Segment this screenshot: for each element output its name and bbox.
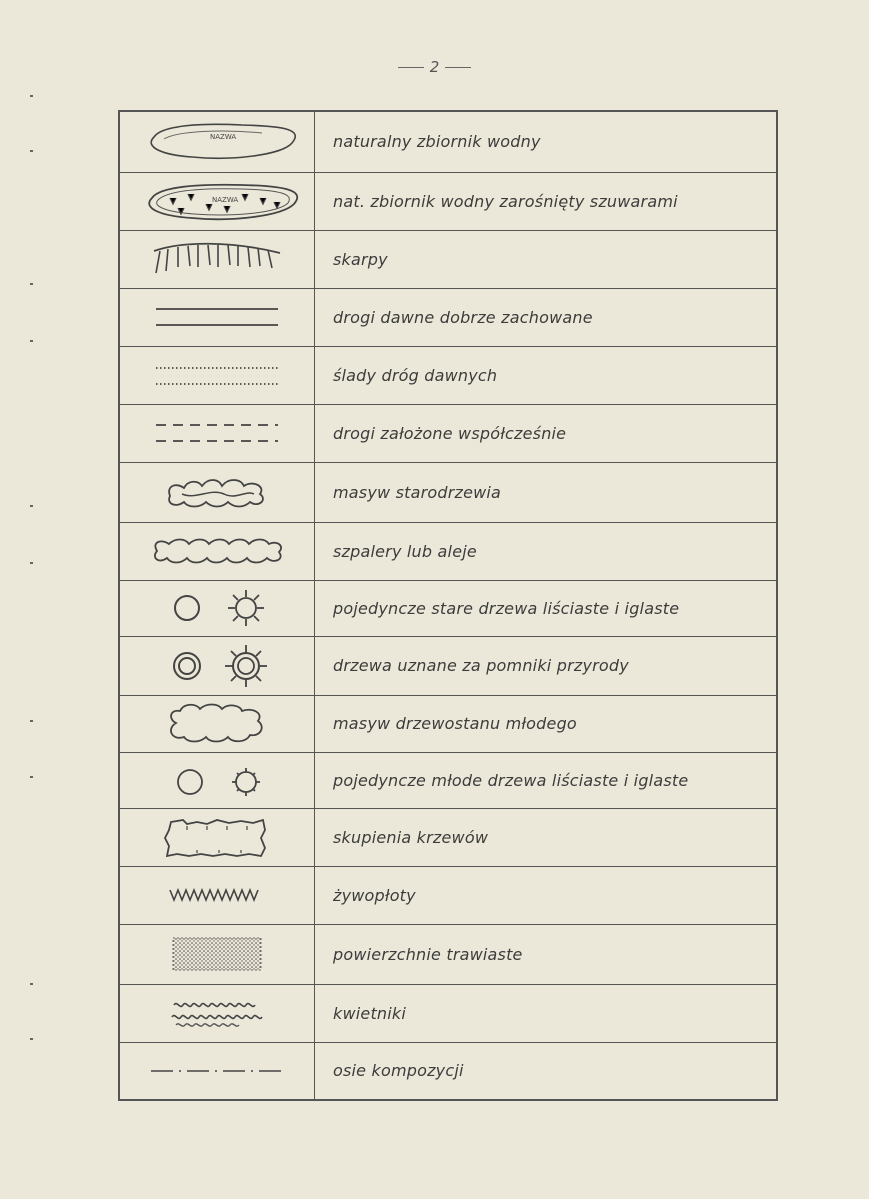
legend-row [119,636,777,695]
legend-row [119,522,777,580]
symbol-cell [119,924,315,984]
flowerbed-icon [162,995,272,1031]
symbol-cell [119,404,315,462]
legend-label: żywopłoty [315,866,778,924]
symbol-cell [119,580,315,636]
symbol-cell [119,984,315,1042]
legend-row [119,111,777,172]
legend-label: powierzchnie trawiaste [315,924,778,984]
symbol-cell [119,636,315,695]
shrub-cluster-icon [157,814,277,860]
water-body-icon [132,117,302,167]
legend-label: pojedyncze stare drzewa liściaste i iglaste [315,580,778,636]
old-tree-mass-icon [162,474,272,510]
legend-label: ślady dróg dawnych [315,346,778,404]
legend-row [119,288,777,346]
legend-row [119,924,777,984]
svg-text:NAZWA: NAZWA [212,196,239,204]
double-dashed-line-icon [152,418,282,448]
reed-water-body-icon [132,176,302,226]
legend-row [119,1042,777,1100]
legend-row [119,752,777,808]
legend-row [119,230,777,288]
svg-text:NAZWA: NAZWA [210,132,237,141]
symbol-cell [119,462,315,522]
legend-label: skarpy [315,230,778,288]
legend-label: masyw starodrzewia [315,462,778,522]
legend-label: masyw drzewostanu młodego [315,695,778,752]
margin-mark [30,562,33,564]
legend-row [119,462,777,522]
symbol-cell [119,346,315,404]
young-stand-icon [162,701,272,747]
symbol-cell [119,1042,315,1100]
legend-row [119,866,777,924]
legend-row [119,404,777,462]
margin-mark [30,983,33,985]
symbol-cell [119,866,315,924]
page-number: 2 [0,58,869,76]
symbol-cell [119,230,315,288]
margin-mark [30,340,33,342]
symbol-cell [119,695,315,752]
legend-label: naturalny zbiornik wodny [315,111,778,172]
double-solid-line-icon [152,302,282,332]
margin-mark [30,776,33,778]
symbol-cell [119,522,315,580]
single-young-trees-icon [152,757,282,803]
legend-label: osie kompozycji [315,1042,778,1100]
legend-label: szpalery lub aleje [315,522,778,580]
margin-mark [30,505,33,507]
legend-label: drogi dawne dobrze zachowane [315,288,778,346]
legend-row [119,984,777,1042]
legend-row [119,580,777,636]
escarpment-icon [142,237,292,281]
margin-mark [30,720,33,722]
symbol-cell [119,808,315,866]
hedge-icon [162,882,272,908]
legend-row [119,346,777,404]
double-dotted-line-icon [152,360,282,390]
grass-area-icon [167,934,267,974]
legend-row [119,808,777,866]
legend-label: nat. zbiornik wodny zarośnięty szuwarami [315,172,778,230]
tree-row-icon [147,536,287,566]
margin-mark [30,95,33,97]
margin-mark [30,150,33,152]
legend-label: drzewa uznane za pomniki przyrody [315,636,778,695]
symbol-cell [119,172,315,230]
legend-label: drogi założone współcześnie [315,404,778,462]
legend-label: pojedyncze młode drzewa liściaste i iglaste [315,752,778,808]
symbol-cell [119,288,315,346]
legend-table [118,110,778,1101]
legend-label: skupienia krzewów [315,808,778,866]
symbol-cell [119,752,315,808]
legend-label: kwietniki [315,984,778,1042]
margin-mark [30,1038,33,1040]
margin-mark [30,283,33,285]
monument-trees-icon [152,641,282,691]
single-old-trees-icon [152,585,282,631]
legend-row [119,172,777,230]
axis-line-icon [147,1061,287,1081]
symbol-cell [119,111,315,172]
legend-row [119,695,777,752]
